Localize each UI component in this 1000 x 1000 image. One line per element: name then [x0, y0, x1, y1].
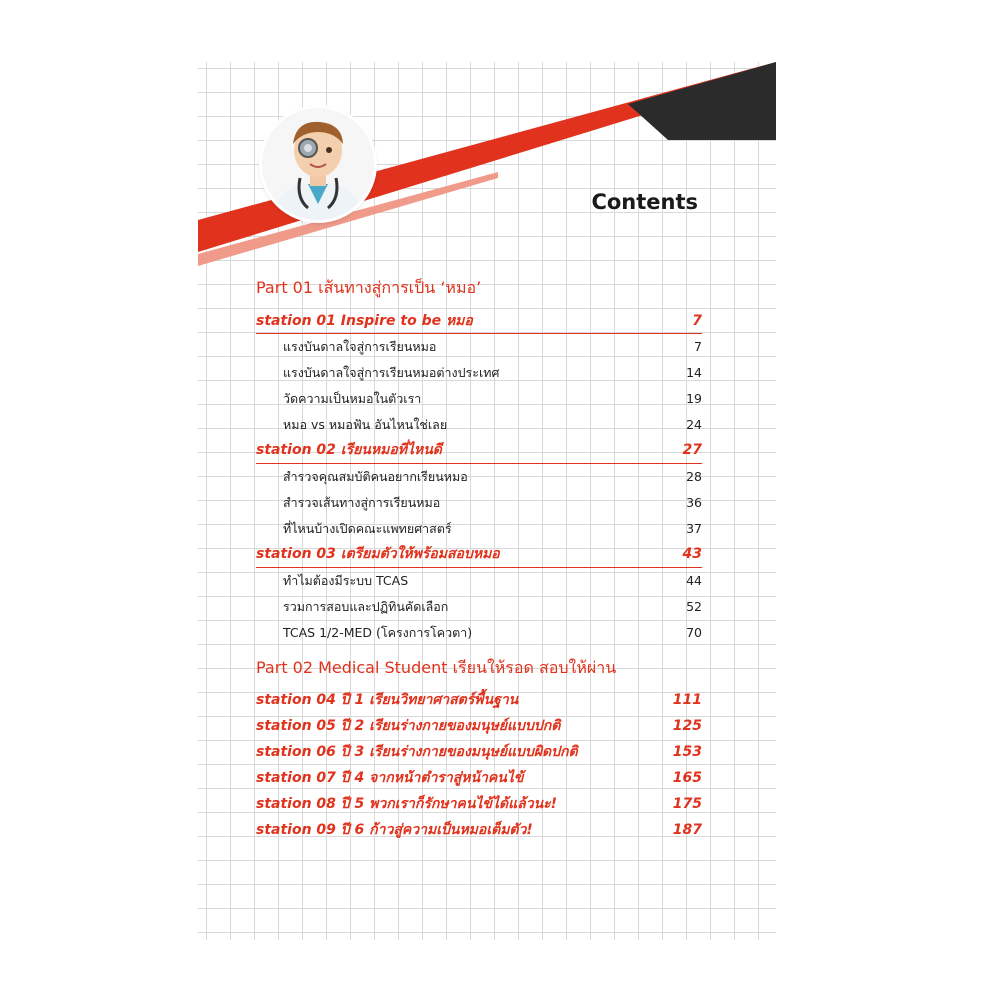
station-03 — [256, 542, 702, 568]
part-01-title: Part 01 เส้นทางสู่การเป็น ‘หมอ’ — [256, 278, 482, 297]
station-page: 111 — [672, 692, 702, 708]
entry-page: 36 — [686, 495, 702, 510]
toc-entry — [256, 620, 702, 646]
doctor-child-icon — [262, 108, 374, 220]
entry-page: 70 — [686, 625, 702, 640]
station-title: station 01 Inspire to be หมอ — [256, 313, 473, 329]
station-01 — [256, 309, 702, 334]
entry-page: 24 — [686, 417, 702, 432]
station-page: 165 — [672, 770, 702, 786]
station-title: station 05 ปี 2 เรียนร่างกายของมนุษย์แบบปกติ — [256, 718, 561, 734]
station-title: station 07 ปี 4 จากหน้าตำราสู่หน้าคนไข้ — [256, 770, 524, 786]
entry-page: 19 — [686, 391, 702, 406]
table-of-contents — [256, 276, 702, 843]
entry-title: รวมการสอบและปฏิทินคัดเลือก — [283, 599, 449, 614]
banner-dark-band — [628, 62, 776, 140]
toc-entry — [256, 360, 702, 386]
station-title: station 03 เตรียมตัวให้พร้อมสอบหมอ — [256, 546, 500, 562]
station-08 — [256, 791, 702, 817]
entry-title: ทำไมต้องมีระบบ TCAS — [283, 573, 409, 588]
station-page: 43 — [682, 546, 702, 562]
station-05 — [256, 713, 702, 739]
station-page: 187 — [672, 822, 702, 838]
station-09 — [256, 817, 702, 843]
contents-page — [198, 62, 776, 940]
entry-page: 7 — [694, 339, 702, 354]
entry-page: 52 — [686, 599, 702, 614]
station-page: 27 — [682, 442, 702, 458]
entry-title: หมอ vs หมอฟัน อันไหนใช่เลย — [283, 417, 448, 432]
entry-page: 44 — [686, 573, 702, 588]
toc-entry — [256, 490, 702, 516]
toc-entry — [256, 386, 702, 412]
toc-entry — [256, 464, 702, 490]
toc-entry — [256, 516, 702, 542]
entry-title: วัดความเป็นหมอในตัวเรา — [283, 391, 422, 406]
toc-entry — [256, 334, 702, 360]
station-02 — [256, 438, 702, 464]
entry-title: แรงบันดาลใจสู่การเรียนหมอ — [283, 339, 437, 354]
station-title: station 08 ปี 5 พวกเราก็รักษาคนไข้ได้แล้วนะ! — [256, 796, 558, 812]
entry-title: ที่ไหนบ้างเปิดคณะแพทยศาสตร์ — [283, 521, 452, 536]
doctor-child-photo — [262, 108, 374, 220]
station-title: station 02 เรียนหมอที่ไหนดี — [256, 442, 442, 458]
station-title: station 09 ปี 6 ก้าวสู่ความเป็นหมอเต็มตัว! — [256, 822, 533, 838]
station-page: 175 — [672, 796, 702, 812]
toc-entry — [256, 412, 702, 438]
station-title: station 06 ปี 3 เรียนร่างกายของมนุษย์แบบผิดปกติ — [256, 744, 578, 760]
station-07 — [256, 765, 702, 791]
entry-title: สำรวจเส้นทางสู่การเรียนหมอ — [283, 495, 441, 510]
entry-page: 28 — [686, 469, 702, 484]
toc-entry — [256, 568, 702, 594]
entry-title: แรงบันดาลใจสู่การเรียนหมอต่างประเทศ — [283, 365, 500, 380]
page-title: Contents — [591, 190, 698, 214]
station-page: 7 — [692, 313, 702, 329]
entry-page: 14 — [686, 365, 702, 380]
station-page: 125 — [672, 718, 702, 734]
entry-title: สำรวจคุณสมบัติคนอยากเรียนหมอ — [283, 469, 468, 484]
station-page: 153 — [672, 744, 702, 760]
station-06 — [256, 739, 702, 765]
entry-page: 37 — [686, 521, 702, 536]
part-02-title: Part 02 Medical Student เรียนให้รอด สอบให้ผ่าน — [256, 658, 617, 677]
toc-entry — [256, 594, 702, 620]
station-title: station 04 ปี 1 เรียนวิทยาศาสตร์พื้นฐาน — [256, 692, 519, 708]
entry-title: TCAS 1/2-MED (โครงการโควตา) — [283, 625, 473, 640]
station-04 — [256, 687, 702, 713]
